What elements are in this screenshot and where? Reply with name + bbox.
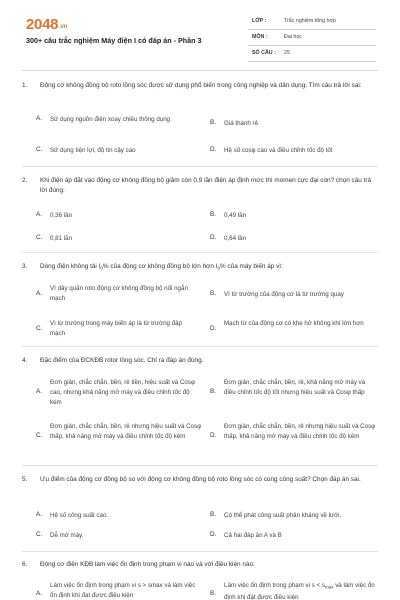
document-title: 300+ câu trắc nghiệm Máy điện I có đáp án - Phần 3 [26,36,202,45]
option-letter: C. [36,234,43,241]
meta-count-value: 25 [284,50,290,56]
option-letter: B. [210,590,217,597]
question-number: 2. [22,177,28,184]
option-text: 0,81 lần [50,235,73,242]
option-text-part: Làm việc ổn định trong phạm vi s < s [224,582,325,589]
question-number: 1. [22,82,28,89]
question-3 [22,262,378,337]
question-number: 5. [22,476,28,483]
meta-class-row [248,14,376,30]
option-text: Vì từ trường trong máy biến áp là từ trường đập mạch [50,320,182,337]
option-text: Sử dụng tiện lợi, độ tin cậy cao [50,147,136,154]
question-divider [22,166,378,167]
option-text: Vì từ trường của động cơ là từ trường quay [224,291,344,298]
question-stem [22,176,378,196]
stem-part: Dòng điện không tải I [40,263,101,270]
header-divider [22,70,378,71]
option-text: 0,64 lần [224,235,247,242]
site-logo[interactable] [26,16,67,33]
question-text: Đặc điểm của ĐCKĐB rotor lồng sóc. Chỉ ra đáp án đúng. [40,357,204,364]
option-text: Hệ số công suất cao. [50,512,109,519]
option-letter: A. [36,511,43,518]
stem-part: % của máy biến áp vì: [219,263,283,270]
option-letter: C. [36,325,43,332]
option-letter: C. [36,531,43,538]
stem-subscript: 0 [100,265,103,271]
option-letter: D. [210,531,217,538]
option-text: Có thể phát công suất phản kháng về lưới. [224,512,342,519]
option-letter: C. [36,146,43,153]
option-letter: D. [210,325,217,332]
meta-class-label: LỚP : [252,18,267,24]
question-text: Động cơ không đồng bộ roto lồng sóc được sử dụng phổ biến trong công nghiệp và dân dụng. Tìm câu trả lời sai: [40,82,362,89]
option-letter: A. [36,211,43,218]
logo-text: 2048 [26,16,59,33]
question-divider [22,346,378,347]
option-text: Mạch từ của động cơ có khe hở không khí lớn hơn [224,320,364,327]
option-letter: B. [210,211,217,218]
logo-suffix: .vn [59,24,67,30]
question-divider [22,551,378,552]
option-text: Cả hai đáp án A và B [224,532,282,539]
option-letter: D. [210,234,217,241]
meta-count-label: SỐ CÂU : [252,50,276,56]
option-letter: C. [36,432,43,439]
option-text: Vì dây quấn roto động cơ không đồng bộ nối ngắn mạch [50,285,188,302]
option-text: Đơn giản, chắc chắn, bền, rẻ tiền, hiệu suất và Cosφ cao, nhưng khả năng mở máy và điều chỉnh tốc độ kém [50,379,195,406]
question-divider [22,252,378,253]
option-text: 0,36 lần [50,212,73,219]
option-text: Sử dụng nguồn điện xoay chiều thông dụng [50,116,171,123]
document-meta [248,14,376,62]
question-divider [22,465,378,466]
question-2 [22,176,378,242]
question-5 [22,475,378,539]
option-subscript: max [324,584,334,590]
question-1 [22,81,378,154]
stem-subscript: 0 [217,265,220,271]
option-text: Đơn giản, chắc chắn, bền, rẻ nhưng hiệu suất và Cosφ thấp, khả năng mở máy và điều chỉnh tốc độ kém [50,423,202,440]
question-stem [22,81,378,91]
option-text: Giá thành rẻ [224,120,259,127]
option-text: Đơn giản, chắc chắn, bền, rẻ, khả năng mở máy và điều chỉnh tốc độ tốt nhưng hiệu suất và Cosφ thấp [224,379,366,396]
question-number: 3. [22,263,28,270]
option-text-part: và làm việc ổn định khi đạt được điều kiện [224,582,375,600]
option-letter: B. [210,511,217,518]
question-number: 6. [22,561,28,568]
option-letter: A. [36,590,43,597]
meta-subject-label: MÔN : [252,34,268,40]
option-letter: B. [210,119,217,126]
question-stem [22,475,378,485]
option-text: Hệ số cosφ cao và điều chỉnh tốc độ tốt [224,147,333,154]
question-4 [22,356,378,440]
question-text: Khi điện áp đặt vào động cơ không đồng bộ giảm còn 0,9 lần điện áp định mức thì momen cực đại còn? chọn câu trả lời đúng: [40,177,372,194]
option-text: 0,49 lần [224,212,247,219]
meta-count-row [248,46,376,62]
option-letter: D. [210,432,217,439]
question-number: 4. [22,357,28,364]
option-letter: A. [36,290,43,297]
option-text [224,581,376,600]
option-letter: A. [36,115,43,122]
option-text: Dễ mở máy. [50,532,84,539]
question-6 [22,560,378,600]
meta-subject-row [248,30,376,46]
option-letter: B. [210,388,217,395]
option-text: Làm việc ổn định trong phạm vi s > smax và làm việc ổn định khi đạt được điều kiện [50,582,196,599]
question-stem [22,262,378,274]
meta-subject-value: Đại học [284,34,302,40]
question-text: Ưu điểm của động cơ đồng bộ so với động cơ không đồng bộ roto lồng sóc có cùng công suất? Chọn đáp án sai. [40,476,361,483]
question-stem [22,356,378,366]
page-header [0,0,400,80]
question-text [40,263,283,270]
meta-class-value: Trắc nghiệm tổng hợp [284,18,336,24]
option-text: Đơn giản, chắc chắn, bền, rẻ nhưng hiệu suất và Cosφ thấp, khả năng mở máy và điều chỉnh tốc độ kém [224,423,376,440]
option-letter: A. [36,388,43,395]
option-letter: D. [210,146,217,153]
question-text: Động cơ điện KĐB làm việc ổn định trong phạm vi nào và với điều kiện nào: [40,561,255,568]
stem-part: % của động cơ không đồng bộ lớn hơn I [102,263,218,270]
question-stem [22,560,378,570]
option-letter: B. [210,290,217,297]
